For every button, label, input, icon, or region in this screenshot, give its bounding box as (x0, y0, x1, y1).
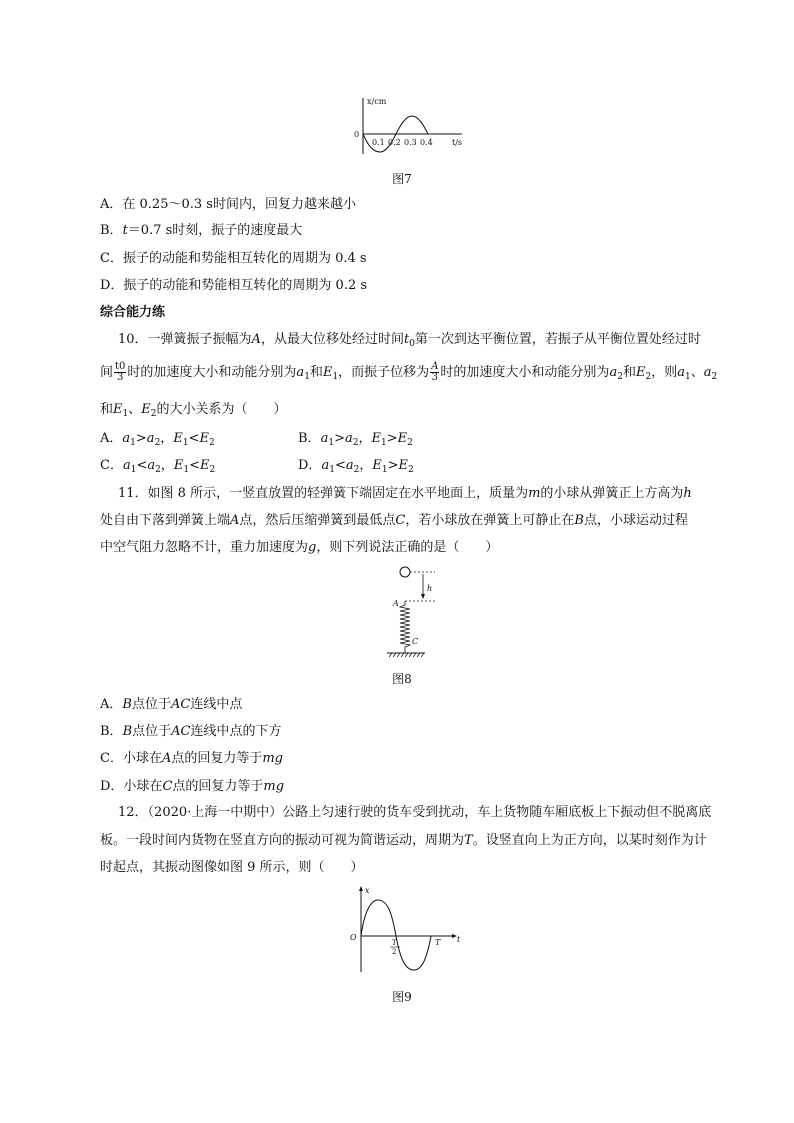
figure-7-caption: 图7 (392, 172, 412, 186)
fig7-tick-0.1: 0.1 (372, 138, 385, 147)
fraction-t0-over-3: $\frac{t0}{3}$ (115, 361, 126, 383)
q11-option-d: D．小球在C点的回复力等于mg (100, 779, 285, 794)
q11-line-2: 处自由下落到弹簧上端A点，然后压缩弹簧到最低点C，若小球放在弹簧上可静止在B点，小球运动过程 (100, 513, 688, 528)
fig7-x-label: t/s (452, 138, 463, 147)
q12-line-2: 板。一段时间内货物在竖直方向的振动可视为简谐运动，周期为T。设竖直向上为正方向，以某时刻作为计 (100, 833, 707, 848)
q10-line-3: 和$E_1$、$E_2$的大小关系为（ ） (100, 402, 287, 419)
fig8-spring-coil (400, 601, 410, 653)
q11-option-a: A．B点位于AC连线中点 (100, 697, 243, 712)
figure-8-spring (383, 563, 443, 663)
fig7-origin-label: 0 (354, 130, 360, 139)
q12-line-3: 时起点，其振动图像如图 9 所示，则（ ） (100, 860, 364, 875)
section-heading: 综合能力练 (100, 305, 166, 320)
fig8-ground-hatch (389, 653, 424, 657)
fig7-tick-0.3: 0.3 (404, 138, 417, 147)
fig9-T-label: T (435, 938, 441, 947)
fig8-ball (400, 567, 410, 577)
q9-option-b: B．t＝0.7 s时刻，振子的速度最大 (100, 223, 303, 238)
q11-line-3: 中空气阻力忽略不计，重力加速度为g，则下列说法正确的是（ ） (100, 540, 499, 555)
fig8-label-a: A (393, 599, 399, 608)
fig9-y-arrowhead (359, 886, 363, 891)
q9-option-d: D．振子的动能和势能相互转化的周期为 0.2 s (100, 278, 368, 293)
fig8-label-h: h (427, 584, 433, 593)
q10-line-2: 间 $\frac{t0}{3}$ 时的加速度大小和动能分别为$a_1$和$E_1$，而振子位移为 $\frac{A}{3}$ 时的加速度大小和动能分别为$a_2$和$E_2$，则$a_1$、$a_2$ (100, 361, 718, 383)
q9-option-a: A．在 0.25～0.3 s时间内，回复力越来越小 (100, 197, 356, 212)
fig9-origin-label: O (350, 933, 357, 942)
fig8-h-arrowhead (421, 594, 425, 599)
figure-7-graph (350, 94, 470, 156)
fig9-x-label: t (457, 935, 461, 944)
q10-line-1: 10．一弹簧振子振幅为A，从最大位移处经过时间$t_0$第一次到达平衡位置，若振子从平衡位置处经过时 (118, 332, 701, 349)
fraction-A-over-3: $\frac{A}{3}$ (431, 361, 439, 383)
fig8-label-c: C (412, 637, 419, 646)
fig9-half-T-num: T (392, 939, 397, 947)
q11-option-b: B．B点位于AC连线中点的下方 (100, 724, 282, 739)
q9-option-c: C．振子的动能和势能相互转化的周期为 0.4 s (100, 251, 367, 266)
fig9-y-label: x (365, 886, 370, 895)
figure-9-graph (338, 884, 468, 976)
q10-option-b: B．$a_1>a_2$，$E_1>E_2$ (298, 431, 413, 448)
q11-option-c: C．小球在A点的回复力等于mg (100, 751, 284, 766)
fig9-sine-curve (361, 900, 431, 970)
figure-8-caption: 图8 (392, 672, 412, 686)
q10-option-a: A．$a_1>a_2$，$E_1<E_2$ (100, 431, 215, 448)
q10-option-c: C．$a_1<a_2$，$E_1<E_2$ (100, 458, 216, 475)
q10-option-d: D．$a_1<a_2$，$E_1>E_2$ (298, 458, 414, 475)
q11-line-1: 11．如图 8 所示，一竖直放置的轻弹簧下端固定在水平地面上，质量为m的小球从弹簧正上方高为h (118, 486, 692, 501)
fig7-tick-0.2: 0.2 (388, 138, 401, 147)
figure-9-caption: 图9 (392, 990, 412, 1004)
q12-line-1: 12．（2020·上海一中期中）公路上匀速行驶的货车受到扰动，车上货物随车厢底板上下振动但不脱离底 (118, 805, 712, 820)
fig7-tick-0.4: 0.4 (420, 138, 433, 147)
fig7-y-label: x/cm (367, 97, 387, 106)
fig9-half-T-den: 2 (392, 948, 397, 956)
